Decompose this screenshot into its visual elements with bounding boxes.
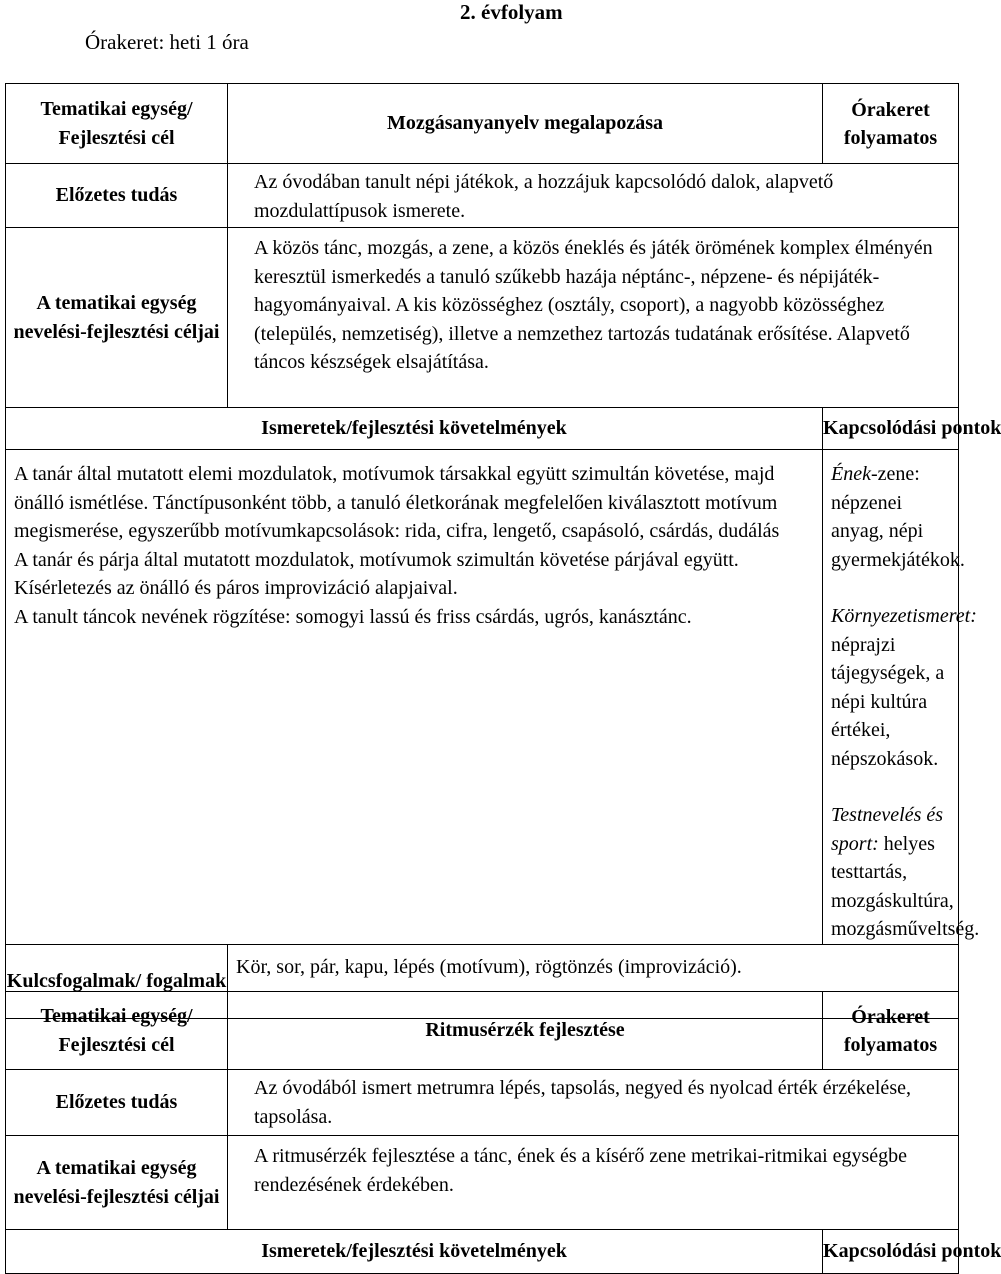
goals-text: A ritmusérzék fejlesztése a tánc, ének és a kísérő zene metrikai-ritmikai egységbe rendezésének érdekében. (228, 1136, 959, 1230)
topic-title: Mozgásanyanyelv megalapozása (228, 84, 823, 164)
requirement-paragraph: A tanár és párja által mutatott mozdulatok, motívumok szimultán követése párjával együtt. Kísérletezés az önálló és páros improvizáció alapjaival. (14, 548, 739, 599)
links-header: Kapcsolódási pontok (823, 1230, 959, 1274)
links-cell (823, 450, 980, 945)
link-pe: Testnevelés és sport: helyes testtartás, mozgáskultúra, mozgásműveltség. (831, 804, 980, 940)
grade-title: 2. évfolyam (460, 0, 563, 24)
requirement-paragraph: A tanár által mutatott elemi mozdulatok, motívumok társakkal együtt szimultán követése, majd önálló ismétlése. Tánctípusonként több, a tanuló életkorának megfelelően kiválasztott motívum megismerése, egyszerűbb motívumkapcsolások: rida, cifra, lengető, csapásoló, csárdás, dudálás (14, 463, 780, 542)
prior-knowledge-text: Az óvodában tanult népi játékok, a hozzájuk kapcsolódó dalok, alapvető mozdulattípusok ismerete. (228, 164, 959, 228)
goals-label: A tematikai egység nevelési-fejlesztési céljai (6, 228, 228, 408)
requirements-cell (6, 450, 823, 945)
unit-table-1 (5, 83, 1001, 1019)
links-header: Kapcsolódási pontok (823, 408, 959, 450)
hours-cell: Órakeret folyamatos (823, 992, 959, 1070)
prior-knowledge-label: Előzetes tudás (6, 164, 228, 228)
link-environment: Környezetismeret: néprajzi tájegységek, a népi kultúra értékei, népszokások. (831, 605, 977, 770)
goals-label: A tematikai egység nevelési-fejlesztési céljai (6, 1136, 228, 1230)
keywords-label: Kulcsfogalmak/ fogalmak (6, 944, 228, 1018)
requirement-paragraph: A tanult táncok nevének rögzítése: somogyi lassú és friss csárdás, ugrós, kanásztánc. (14, 605, 692, 628)
hours-per-week: Órakeret: heti 1 óra (85, 30, 249, 54)
link-singing: Ének-zene: népzenei anyag, népi gyermekjátékok. (831, 463, 965, 571)
topic-label: Tematikai egység/ Fejlesztési cél (6, 992, 228, 1070)
hours-cell: Órakeret folyamatos (823, 84, 959, 164)
requirements-header: Ismeretek/fejlesztési követelmények (6, 408, 823, 450)
unit-table-2 (5, 991, 1001, 1274)
requirements-header: Ismeretek/fejlesztési követelmények (6, 1230, 823, 1274)
prior-knowledge-text: Az óvodából ismert metrumra lépés, tapsolás, negyed és nyolcad érték érzékelése, tapsolása. (228, 1070, 959, 1136)
topic-title: Ritmusérzék fejlesztése (228, 992, 823, 1070)
keywords-text: Kör, sor, pár, kapu, lépés (motívum), rögtönzés (improvizáció). (228, 944, 959, 1018)
topic-label: Tematikai egység/ Fejlesztési cél (6, 84, 228, 164)
prior-knowledge-label: Előzetes tudás (6, 1070, 228, 1136)
goals-text: A közös tánc, mozgás, a zene, a közös éneklés és játék örömének komplex élményén keresztül ismerkedés a tanuló szűkebb hazája néptánc-, népzene- és népijáték-hagyományaival. A kis közösséghez (osztály, csoport), a nagyobb közösséghez (település, nemzetiség), illetve a nemzethez tartozás tudatának erősítése. Alapvető táncos készségek elsajátítása. (228, 228, 959, 408)
